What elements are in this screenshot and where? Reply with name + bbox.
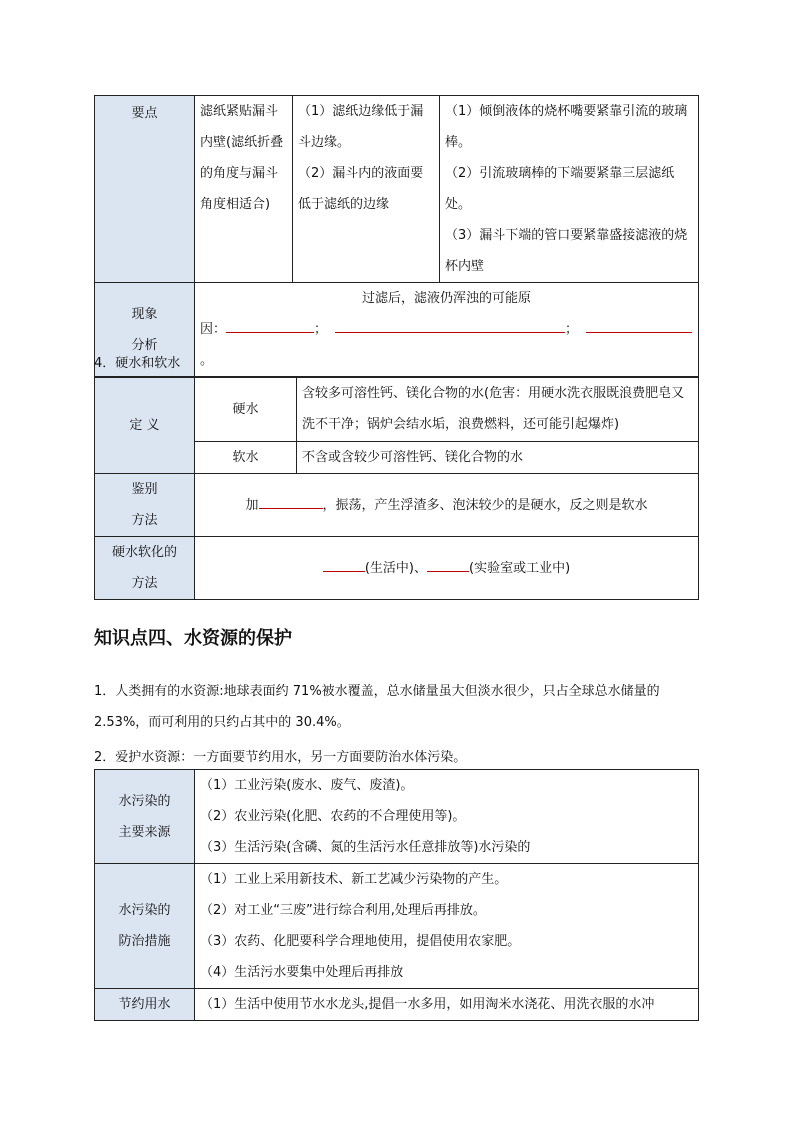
identify-cell [195, 474, 699, 537]
hard-water-definition: 含较多可溶性钙、镁化合物的水(危害：用硬水洗衣服既浪费肥皂又洗不干净；锅炉会结水垢，浪费燃料，还可能引起爆炸) [297, 378, 699, 442]
filter-contact-item-1: （1）倾倒液体的烧杯嘴要紧靠引流的玻璃棒。 [445, 104, 688, 150]
phenomenon-header-line-1: 现象 [131, 306, 158, 322]
hard-water-label: 硬水 [195, 378, 297, 442]
soften-part-1: (生活中)、 [364, 560, 427, 576]
soften-blank-1[interactable] [323, 558, 365, 572]
phenomenon-line-2 [200, 314, 693, 376]
separator-2: ； [565, 322, 579, 337]
soften-cell [195, 537, 699, 600]
filter-contact-item-2: （2）引流玻璃棒的下端要紧靠三层滤纸处。 [445, 166, 675, 212]
save-water-cell [195, 989, 699, 1021]
answer-blank-2[interactable] [335, 319, 565, 333]
soften-header [95, 537, 195, 600]
measure-item-4: （4）生活污水要集中处理后再排放 [200, 965, 404, 980]
phenomenon-prefix: 因： [200, 322, 227, 337]
source-item-3: （3）生活污染(含磷、氮的生活污水任意排放等)水污染的 [200, 840, 531, 855]
soft-water-definition: 不含或含较少可溶性钙、镁化合物的水 [297, 442, 699, 474]
pollution-sources-header [95, 770, 195, 864]
identify-blank[interactable] [259, 495, 323, 509]
save-water-header: 节约用水 [95, 989, 195, 1021]
pollution-sources-header-line-1: 水污染的 [118, 793, 171, 809]
identify-header-line-1: 鉴别 [131, 482, 158, 497]
soft-water-label: 软水 [195, 442, 297, 474]
soften-header-line-2: 方法 [131, 576, 158, 591]
filter-contact-cell [440, 96, 699, 283]
pollution-measures-header-line-2: 防治措施 [118, 934, 171, 949]
identify-prefix: 加 [245, 497, 259, 513]
measure-item-1: （1）工业上采用新技术、新工艺减少污染物的产生。 [200, 872, 508, 887]
answer-blank-3[interactable] [586, 319, 692, 333]
phenomenon-line-1: 过滤后，滤液仍浑浊的可能原 [361, 291, 531, 306]
pollution-measures-header [95, 864, 195, 989]
pollution-measures-cell [195, 864, 699, 989]
water-pollution-table [94, 769, 699, 1021]
measure-item-2: （2）对工业“三废”进行综合利用,处理后再排放。 [200, 903, 486, 918]
phenomenon-header-line-2: 分析 [131, 337, 158, 353]
filter-edge-item-2: （2）漏斗内的液面要低于滤纸的边缘 [298, 166, 424, 212]
identify-header-line-2: 方法 [131, 513, 158, 528]
pollution-sources-header-line-2: 主要来源 [118, 824, 171, 840]
pollution-sources-cell [195, 770, 699, 864]
filter-edge-item-1: （1）滤纸边缘低于漏斗边缘。 [298, 104, 424, 150]
pollution-measures-header-line-1: 水污染的 [118, 903, 171, 918]
identify-suffix: ，振荡，产生浮渣多、泡沫较少的是硬水，反之则是软水 [322, 497, 648, 513]
identify-header [95, 474, 195, 537]
key-points-header: 要点 [95, 96, 195, 283]
water-resource-paragraph: 1．人类拥有的水资源:地球表面约 71%被水覆盖，总水储量虽大但淡水很少，只占全球总水储量的 2.53%，而可利用的只约占其中的 30.4%。 [94, 684, 660, 730]
knowledge-point-heading: 知识点四、水资源的保护 [94, 628, 292, 649]
source-item-2: （2）农业污染(化肥、农药的不合理使用等)。 [200, 809, 466, 824]
protect-water-paragraph: 2．爱护水资源：一方面要节约用水，另一方面要防治水体污染。 [94, 750, 467, 765]
measure-item-3: （3）农药、化肥要科学合理地使用，提倡使用农家肥。 [200, 934, 521, 949]
filter-paper-cell: 滤纸紧贴漏斗内壁(滤纸折叠的角度与漏斗角度相适合) [195, 96, 293, 283]
soften-blank-2[interactable] [427, 558, 469, 572]
section-4-title: 4．硬水和软水 [94, 356, 181, 371]
filtration-table [94, 95, 699, 377]
separator-1: ； [314, 322, 328, 337]
soften-header-line-1: 硬水软化的 [111, 545, 177, 560]
soften-part-2: (实验室或工业中) [469, 560, 571, 576]
end-mark: 。 [200, 353, 214, 368]
filter-contact-item-3: （3）漏斗下端的管口要紧靠盛接滤液的烧杯内壁 [445, 228, 688, 274]
definition-header: 定 义 [95, 378, 195, 474]
answer-blank-1[interactable] [226, 319, 314, 333]
source-item-1: （1）工业污染(废水、废气、废渣)。 [200, 778, 414, 793]
hard-soft-water-table [94, 377, 699, 600]
save-item-1: （1）生活中使用节水水龙头,提倡一水多用，如用淘米水浇花、用洗衣服的水冲 [200, 997, 655, 1012]
phenomenon-cell [195, 283, 699, 377]
filter-edge-cell [293, 96, 440, 283]
